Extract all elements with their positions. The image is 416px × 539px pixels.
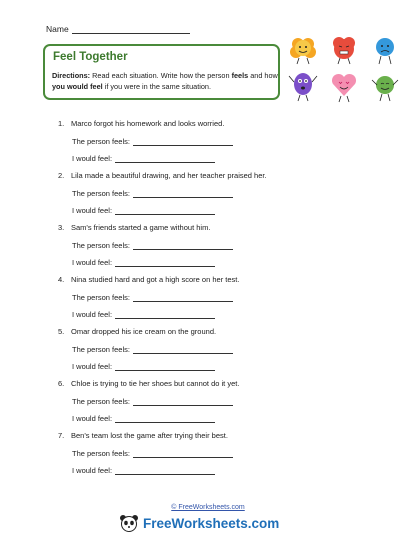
feels-word: feels	[231, 71, 249, 80]
site-logo[interactable]	[118, 514, 279, 532]
answer-line[interactable]	[133, 449, 233, 458]
question-text: 7. Ben's team lost the game after trying their best.	[58, 431, 228, 440]
person-feels-row: The person feels:	[72, 345, 233, 354]
question-item	[58, 379, 388, 431]
worksheet-title: Feel Together	[53, 51, 128, 63]
question-item	[58, 119, 388, 171]
answer-line[interactable]	[133, 137, 233, 146]
happy-flower-icon	[290, 38, 316, 64]
i-would-feel-row: I would feel:	[72, 206, 215, 215]
directions-text-2: and how	[250, 71, 278, 80]
question-item	[58, 327, 388, 379]
copyright-link[interactable]: © FreeWorksheets.com	[171, 504, 245, 511]
question-item	[58, 275, 388, 327]
answer-line[interactable]	[115, 414, 215, 423]
answer-line[interactable]	[133, 189, 233, 198]
person-feels-row: The person feels:	[72, 241, 233, 250]
name-line[interactable]	[72, 24, 190, 34]
heart-love-icon	[332, 74, 356, 102]
person-feels-row: The person feels:	[72, 189, 233, 198]
question-item	[58, 223, 388, 275]
i-would-feel-row: I would feel:	[72, 258, 215, 267]
person-feels-row: The person feels:	[72, 449, 233, 458]
answer-line[interactable]	[133, 293, 233, 302]
answer-line[interactable]	[115, 154, 215, 163]
directions	[52, 70, 278, 92]
name-field	[46, 24, 190, 34]
question-item	[58, 431, 388, 483]
panda-logo-icon	[118, 514, 140, 532]
answer-line[interactable]	[115, 362, 215, 371]
answer-line[interactable]	[115, 466, 215, 475]
question-text: 6. Chloe is trying to tie her shoes but cannot do it yet.	[58, 379, 240, 388]
you-would-feel-word: you would feel	[52, 82, 103, 91]
question-text: 4. Nina studied hard and got a high score on her test.	[58, 275, 240, 284]
person-feels-row: The person feels:	[72, 397, 233, 406]
sad-blue-icon	[376, 38, 394, 64]
question-text: 1. Marco forgot his homework and looks worried.	[58, 119, 225, 128]
person-feels-row: The person feels:	[72, 293, 233, 302]
question-text: 5. Omar dropped his ice cream on the ground.	[58, 327, 217, 336]
questions-list	[58, 119, 388, 483]
directions-label: Directions:	[52, 71, 91, 80]
i-would-feel-row: I would feel:	[72, 362, 215, 371]
question-text: 3. Sam's friends started a game without him.	[58, 223, 211, 232]
question-item	[58, 171, 388, 223]
answer-line[interactable]	[115, 258, 215, 267]
question-text: 2. Lila made a beautiful drawing, and her teacher praised her.	[58, 171, 267, 180]
worried-purple-icon	[289, 73, 317, 101]
person-feels-row: The person feels:	[72, 137, 233, 146]
calm-green-icon	[372, 76, 398, 101]
answer-line[interactable]	[115, 206, 215, 215]
answer-line[interactable]	[133, 241, 233, 250]
i-would-feel-row: I would feel:	[72, 154, 215, 163]
angry-cloud-icon	[333, 37, 355, 64]
answer-line[interactable]	[115, 310, 215, 319]
title-box	[43, 44, 280, 100]
answer-line[interactable]	[133, 345, 233, 354]
logo-text: FreeWorksheets.com	[143, 515, 280, 531]
answer-line[interactable]	[133, 397, 233, 406]
directions-text-3: if you were in the same situation.	[104, 82, 211, 91]
i-would-feel-row: I would feel:	[72, 310, 215, 319]
name-label: Name	[46, 24, 69, 34]
directions-text-1: Read each situation. Write how the person	[92, 71, 230, 80]
i-would-feel-row: I would feel:	[72, 414, 215, 423]
emotion-characters	[284, 34, 404, 106]
i-would-feel-row: I would feel:	[72, 466, 215, 475]
